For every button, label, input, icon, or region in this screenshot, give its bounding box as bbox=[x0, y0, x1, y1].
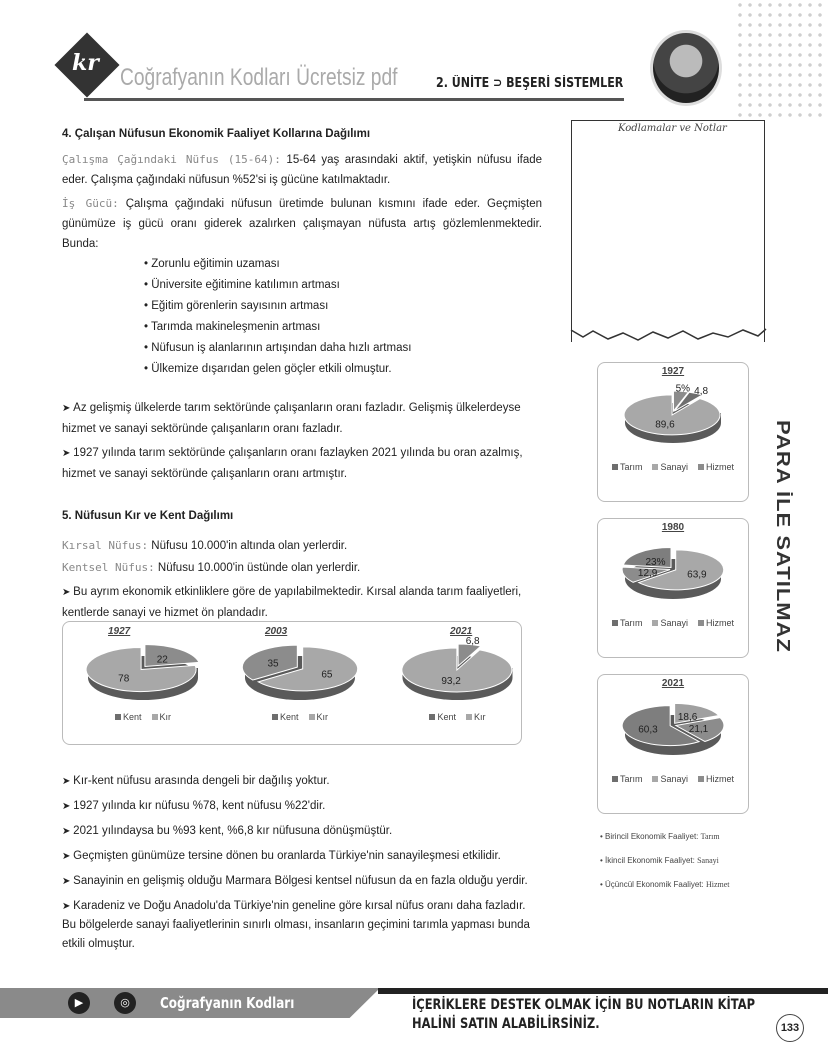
legend-item: Kent bbox=[272, 712, 299, 722]
arrow-note: ➤ Geçmişten günümüze tersine dönen bu oranlarda Türkiye'nin sanayileşmesi etkilidir. bbox=[62, 847, 542, 866]
arrow-note: ➤ Az gelişmiş ülkelerde tarım sektöründe çalışanların oranı fazladır. Gelişmiş ülkelerdeyse hizmet ve sanayi sektöründe çalışanların oranı fazladır. bbox=[62, 398, 542, 439]
pie-svg bbox=[600, 689, 746, 769]
data-label: 78 bbox=[118, 673, 130, 685]
definitions bbox=[600, 825, 730, 897]
arrow-note: ➤ 2021 yılındaysa bu %93 kent, %6,8 kır nüfusuna dönüşmüştür. bbox=[62, 822, 542, 841]
term: Kırsal Nüfus: bbox=[62, 539, 149, 552]
footer-message: İÇERİKLERE DESTEK OLMAK İÇİN BU NOTLARIN KİTAP HALİNİ SATIN ALABİLİRSİNİZ. bbox=[412, 997, 756, 1032]
pie-svg bbox=[600, 377, 746, 457]
legend-item: Tarım bbox=[612, 618, 643, 628]
unit-title: 2. ÜNİTE ⊃ BEŞERİ SİSTEMLER bbox=[436, 76, 624, 91]
arrow-note: ➤ Sanayinin en gelişmiş olduğu Marmara Bölgesi kentsel nüfusun da en fazla olduğu yerdir. bbox=[62, 872, 542, 891]
data-label: 18,6 bbox=[677, 711, 698, 723]
text: Çalışma çağındaki nüfusun üretimde bulunan kısmını ifade eder. Geçmişten günümüze iş gücü oranı giderek azalırken çalışmayan nüfusta artış gözlemlenmektedir. Bunda: bbox=[62, 198, 543, 250]
pie-slice-22 bbox=[145, 644, 199, 666]
section-5-notes bbox=[62, 772, 542, 954]
pie-svg bbox=[395, 637, 520, 707]
youtube-icon[interactable]: ▶ bbox=[68, 992, 90, 1014]
text: 15-64 yaş arasındaki aktif, yetişkin nüfusu ifade eder. Çalışma çağındaki nüfusun %52'si iş gücüne katılmaktadır. bbox=[62, 154, 543, 186]
definition-value: Tarım bbox=[700, 832, 720, 841]
chart-legend bbox=[600, 774, 746, 784]
list-item: • Zorunlu eğitimin uzaması bbox=[144, 254, 542, 275]
arrow-note: ➤ 1927 yılında tarım sektöründe çalışanların oranı fazlayken 2021 yılında bu oran azalmış, hizmet ve sanayi sektöründe çalışanların oranı artmıştır. bbox=[62, 443, 542, 484]
header-divider bbox=[84, 98, 624, 101]
legend-item: Hizmet bbox=[698, 774, 734, 784]
data-label: 93,2 bbox=[441, 675, 461, 687]
legend-item: Kır bbox=[152, 712, 172, 722]
definition: • İkincil Ekonomik Faaliyet: Sanayi bbox=[600, 856, 719, 865]
arrow-note: ➤ Kır-kent nüfusu arasında dengeli bir dağılış yoktur. bbox=[62, 772, 542, 791]
chart-legend bbox=[225, 712, 375, 722]
data-label: 89,6 bbox=[655, 419, 675, 431]
definition-label: Üçüncül Ekonomik Faaliyet: bbox=[605, 880, 704, 889]
text: Nüfusu 10.000'in üstünde olan yerlerdir. bbox=[154, 562, 361, 574]
data-label: 5% bbox=[675, 383, 691, 395]
pie-svg bbox=[68, 637, 218, 707]
pie-chart-2003 bbox=[225, 626, 375, 722]
chart-title: 2003 bbox=[265, 626, 288, 637]
list-item: • Üniversite eğitimine katılımın artması bbox=[144, 275, 542, 296]
data-label: 63,9 bbox=[687, 569, 707, 581]
pie-chart-2021 bbox=[395, 626, 520, 722]
legend-item: Sanayi bbox=[652, 462, 688, 472]
data-label: 35 bbox=[267, 658, 279, 670]
notes-title: Kodlamalar ve Notlar bbox=[618, 123, 727, 134]
section-4 bbox=[62, 124, 542, 623]
list-item: • Ülkemize dışarıdan gelen göçler etkili olmuştur. bbox=[144, 359, 542, 380]
legend-item: Hizmet bbox=[698, 462, 734, 472]
pie-chart-1980 bbox=[600, 522, 746, 628]
logo-text: kr bbox=[72, 50, 99, 76]
chart-legend bbox=[600, 618, 746, 628]
legend-item: Kent bbox=[429, 712, 456, 722]
definition-label: Birincil Ekonomik Faaliyet: bbox=[605, 832, 699, 841]
pie-svg bbox=[600, 533, 746, 613]
arrow-note: ➤ 1927 yılında kır nüfusu %78, kent nüfusu %22'dir. bbox=[62, 797, 542, 816]
data-label: 6,8 bbox=[465, 637, 480, 648]
chart-legend bbox=[68, 712, 218, 722]
data-label: 22 bbox=[156, 654, 168, 666]
chart-title: 2021 bbox=[661, 678, 685, 689]
arrow-note: ➤ Karadeniz ve Doğu Anadolu'da Türkiye'nin geneline göre kırsal nüfus oranı daha fazladır. Bu bölgelerde sanayi faaliyetlerinin sınırlı olması, insanların geçimini tarımla yapması bunda etkili olmuştur. bbox=[62, 897, 542, 954]
data-label: 23% bbox=[645, 556, 666, 568]
pie-chart-2021 bbox=[600, 678, 746, 784]
footer-bar bbox=[378, 988, 828, 994]
definition: • Üçüncül Ekonomik Faaliyet: Hizmet bbox=[600, 880, 730, 889]
chart-legend bbox=[600, 462, 746, 472]
data-label: 12,9 bbox=[637, 568, 658, 580]
pie-chart-1927 bbox=[68, 626, 218, 722]
section-heading: 4. Çalışan Nüfusun Ekonomik Faaliyet Kollarına Dağılımı bbox=[62, 128, 371, 140]
pie-chart-1927 bbox=[600, 366, 746, 472]
definition-value: Hizmet bbox=[705, 880, 730, 889]
author-avatar bbox=[650, 30, 722, 106]
notes-box bbox=[571, 120, 765, 342]
data-label: 4,8 bbox=[694, 385, 709, 397]
legend-item: Tarım bbox=[612, 774, 643, 784]
term: Kentsel Nüfus: bbox=[62, 561, 155, 574]
side-text: PARA İLE SATILMAZ bbox=[772, 420, 795, 653]
chart-title: 1980 bbox=[661, 522, 685, 533]
definition-value: Sanayi bbox=[697, 856, 719, 865]
definition: • Birincil Ekonomik Faaliyet: Tarım bbox=[600, 832, 720, 841]
term: İş Gücü: bbox=[62, 197, 119, 210]
paragraph bbox=[62, 150, 542, 190]
text: Nüfusu 10.000'in altında olan yerlerdir. bbox=[148, 540, 348, 552]
paragraph bbox=[62, 194, 542, 254]
pie-svg bbox=[225, 637, 375, 707]
legend-item: Kır bbox=[309, 712, 329, 722]
list-item: • Nüfusun iş alanlarının artışından daha hızlı artması bbox=[144, 338, 542, 359]
list-item: • Eğitim görenlerin sayısının artması bbox=[144, 296, 542, 317]
torn-edge bbox=[568, 325, 768, 355]
legend-item: Tarım bbox=[612, 462, 643, 472]
chart-title: 1927 bbox=[661, 366, 685, 377]
legend-item: Hizmet bbox=[698, 618, 734, 628]
bullet-list bbox=[144, 254, 542, 380]
site-title: Coğrafyanın Kodları Ücretsiz pdf bbox=[120, 64, 398, 91]
list-item: • Tarımda makineleşmenin artması bbox=[144, 317, 542, 338]
data-label: 65 bbox=[321, 669, 333, 681]
data-label: 60,3 bbox=[638, 724, 658, 736]
chart-title: 2021 bbox=[450, 626, 473, 637]
paragraph bbox=[62, 536, 542, 556]
chart-title: 1927 bbox=[108, 626, 131, 637]
instagram-icon[interactable]: ◎ bbox=[114, 992, 136, 1014]
term: Çalışma Çağındaki Nüfus (15-64): bbox=[62, 153, 281, 166]
footer-brand[interactable]: Coğrafyanın Kodları bbox=[160, 994, 295, 1012]
legend-item: Sanayi bbox=[652, 618, 688, 628]
legend-item: Sanayi bbox=[652, 774, 688, 784]
decorative-dots bbox=[735, 0, 828, 120]
data-label: 21,1 bbox=[688, 723, 709, 735]
chart-legend bbox=[395, 712, 520, 722]
arrow-note: ➤ Bu ayrım ekonomik etkinliklere göre de yapılabilmektedir. Kırsal alanda tarım faaliyetleri, kentlerde sanayi ve hizmet ön plandadır. bbox=[62, 582, 542, 623]
section-heading: 5. Nüfusun Kır ve Kent Dağılımı bbox=[62, 510, 234, 522]
page-number: 133 bbox=[776, 1014, 804, 1042]
legend-item: Kent bbox=[115, 712, 142, 722]
legend-item: Kır bbox=[466, 712, 486, 722]
definition-label: İkincil Ekonomik Faaliyet: bbox=[605, 856, 695, 865]
paragraph bbox=[62, 558, 542, 578]
